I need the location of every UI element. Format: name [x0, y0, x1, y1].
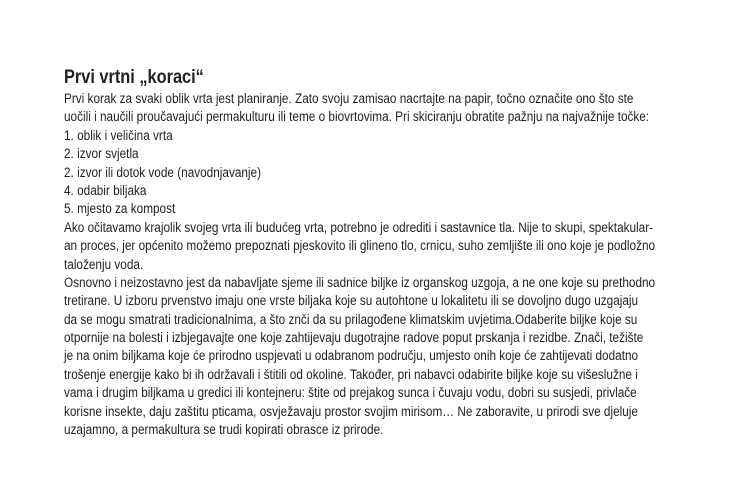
- text-line: uočili i naučili proučavajući permakulturu ili teme o biovrtovima. Pri skiciranju obratite pažnju na najvažnije točke:: [64, 109, 650, 126]
- text-line: trošenje energije kako bi ih održavali i štitili od okoline. Također, pri nabavci odabirite biljke koje su višeslužne i: [64, 366, 638, 383]
- text-line: korisne insekte, daju zaštitu pticama, osvježavaju prostor svojim mirisom… Ne zaboravite, u prirodi sve djeluje: [64, 403, 638, 420]
- text-line: taloženju voda.: [64, 256, 144, 273]
- list-item: 1. oblik i veličina vrta: [64, 127, 173, 144]
- list-item: 4. odabir biljaka: [64, 182, 147, 199]
- numbered-list: [64, 127, 684, 219]
- text-line: Osnovno i neizostavno jest da nabavljate sjeme ili sadnice biljke iz organskog uzgoja, a ne one koje su prethodno: [64, 274, 656, 291]
- list-item: 5. mjesto za kompost: [64, 201, 176, 218]
- text-line: je na onim biljkama koje će prirodno uspjevati u odabranom području, umjesto onih koje će zahtijevati dodatno: [64, 348, 639, 365]
- paragraph-plants: [64, 274, 684, 440]
- paragraph-planning: [64, 90, 684, 127]
- text-line: Prvi korak za svaki oblik vrta jest planiranje. Zato svoju zamisao nacrtajte na papir, točno označite ono što ste: [64, 91, 634, 107]
- text-line: vama i drugim biljkama u gredici ili kontejneru: štite od prejakog sunca i čuvaju vodu, dobri su susjedi, privlače: [64, 385, 637, 402]
- text-line: an proces, jer općenito možemo prepoznati pjeskovito ili glineno tlo, crnicu, suho zemljište ili ono koje je podložno: [64, 238, 656, 255]
- text-line: da se mogu smatrati tradicionalnima, a što znči da su prilagođene klimatskim uvjetima.Odaberite biljke koje su: [64, 311, 638, 328]
- text-line: otpornije na bolesti i izbjegavajte one koje zahtijevaju dugotrajne radove poput prskanja i rezidbe. Znači, težište: [64, 330, 644, 347]
- text-line: Ako očitavamo krajolik svojeg vrta ili budućeg vrta, potrebno je odrediti i sastavnice tla. Nije to skupi, spektakular-: [64, 219, 654, 236]
- list-item: 2. izvor svjetla: [64, 146, 139, 163]
- section-title: Prvi vrtni „koraci“: [64, 67, 204, 88]
- document-page: [64, 66, 684, 439]
- list-item: 2. izvor ili dotok vode (navodnjavanje): [64, 164, 262, 181]
- text-line: tretirane. U izboru prvenstvo imaju one vrste biljaka koje su autohtone u lokalitetu ili se dovoljno dugo uzgajaju: [64, 293, 639, 310]
- paragraph-soil: [64, 219, 684, 274]
- text-line: uzajamno, a permakultura se trudi kopirati obrasce iz prirode.: [64, 422, 384, 439]
